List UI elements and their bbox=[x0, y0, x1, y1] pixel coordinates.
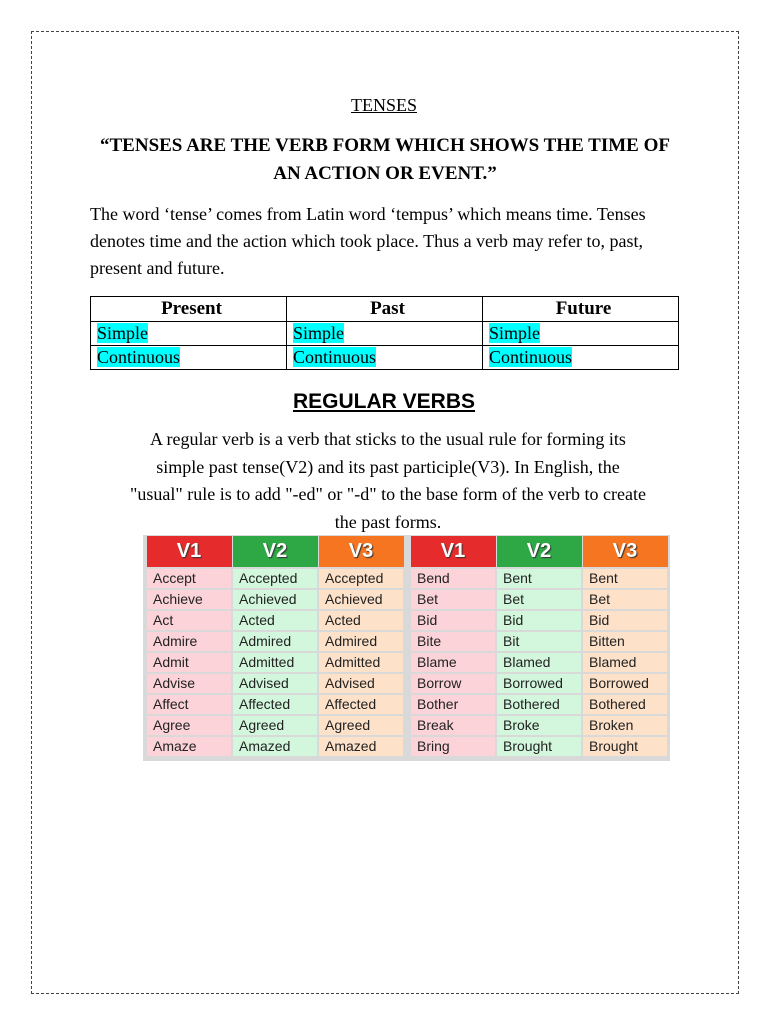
verb-cell-v1: Borrow bbox=[410, 673, 496, 694]
verb-cell-v2: Admitted bbox=[232, 652, 318, 673]
verb-row bbox=[146, 736, 404, 757]
header-past: Past bbox=[287, 297, 483, 322]
verb-cell-v2: Brought bbox=[496, 736, 582, 757]
highlighted-text: Continuous bbox=[97, 347, 181, 367]
verb-cell-v1: Bend bbox=[410, 568, 496, 589]
verb-row bbox=[146, 694, 404, 715]
verb-cell-v3: Admitted bbox=[318, 652, 404, 673]
table-cell bbox=[287, 346, 483, 370]
verb-table-right bbox=[409, 535, 669, 758]
verb-cell-v1: Agree bbox=[146, 715, 232, 736]
header-present: Present bbox=[91, 297, 287, 322]
table-row bbox=[91, 346, 679, 370]
verb-cell-v1: Admire bbox=[146, 631, 232, 652]
verb-row bbox=[146, 589, 404, 610]
verb-row bbox=[410, 673, 668, 694]
tenses-header-row bbox=[91, 297, 679, 322]
verb-forms-image bbox=[143, 535, 670, 761]
verb-cell-v3: Bitten bbox=[582, 631, 668, 652]
highlighted-text: Simple bbox=[293, 323, 345, 343]
tense-definition: “TENSES ARE THE VERB FORM WHICH SHOWS THE TIME OF AN ACTION OR EVENT.” bbox=[100, 135, 670, 184]
verb-cell-v3: Bid bbox=[582, 610, 668, 631]
verb-row bbox=[146, 673, 404, 694]
verb-cell-v2: Accepted bbox=[232, 568, 318, 589]
verb-row bbox=[146, 715, 404, 736]
v3-header: V3 bbox=[582, 536, 668, 569]
verb-row bbox=[410, 631, 668, 652]
verb-cell-v3: Advised bbox=[318, 673, 404, 694]
regular-verbs-definition: A regular verb is a verb that sticks to the usual rule for forming its simple past tense(V2) and its past participle(V3). In English, the "usual" rule is to add "-ed" or "-d" to the base form of the verb to create the past forms. bbox=[130, 429, 646, 532]
verb-cell-v2: Amazed bbox=[232, 736, 318, 757]
verb-cell-v2: Bet bbox=[496, 589, 582, 610]
table-cell bbox=[483, 322, 679, 346]
header-future: Future bbox=[483, 297, 679, 322]
verb-cell-v3: Agreed bbox=[318, 715, 404, 736]
verb-cell-v3: Blamed bbox=[582, 652, 668, 673]
regular-verbs-heading: REGULAR VERBS bbox=[292, 390, 476, 413]
verb-cell-v1: Bite bbox=[410, 631, 496, 652]
verb-header-row bbox=[146, 536, 404, 569]
highlighted-text: Continuous bbox=[489, 347, 573, 367]
verb-row bbox=[410, 715, 668, 736]
v3-header: V3 bbox=[318, 536, 404, 569]
verb-cell-v3: Borrowed bbox=[582, 673, 668, 694]
verb-cell-v2: Bent bbox=[496, 568, 582, 589]
verb-cell-v1: Bring bbox=[410, 736, 496, 757]
verb-row bbox=[146, 652, 404, 673]
table-row bbox=[91, 322, 679, 346]
verb-cell-v3: Affected bbox=[318, 694, 404, 715]
verb-row bbox=[410, 652, 668, 673]
verb-cell-v1: Bid bbox=[410, 610, 496, 631]
highlighted-text: Simple bbox=[97, 323, 149, 343]
verb-cell-v3: Bothered bbox=[582, 694, 668, 715]
verb-cell-v3: Admired bbox=[318, 631, 404, 652]
verb-cell-v3: Achieved bbox=[318, 589, 404, 610]
verb-cell-v1: Bother bbox=[410, 694, 496, 715]
verb-cell-v2: Bit bbox=[496, 631, 582, 652]
verb-row bbox=[146, 610, 404, 631]
verb-row bbox=[146, 568, 404, 589]
table-cell bbox=[91, 346, 287, 370]
verb-cell-v1: Advise bbox=[146, 673, 232, 694]
verb-cell-v2: Bid bbox=[496, 610, 582, 631]
verb-cell-v2: Broke bbox=[496, 715, 582, 736]
verb-cell-v2: Advised bbox=[232, 673, 318, 694]
table-cell bbox=[483, 346, 679, 370]
verb-cell-v2: Admired bbox=[232, 631, 318, 652]
verb-cell-v1: Blame bbox=[410, 652, 496, 673]
verb-cell-v3: Accepted bbox=[318, 568, 404, 589]
verb-cell-v2: Bothered bbox=[496, 694, 582, 715]
verb-cell-v2: Achieved bbox=[232, 589, 318, 610]
verb-cell-v2: Borrowed bbox=[496, 673, 582, 694]
verb-cell-v2: Blamed bbox=[496, 652, 582, 673]
tenses-table bbox=[90, 296, 679, 370]
verb-cell-v1: Accept bbox=[146, 568, 232, 589]
verb-row bbox=[410, 736, 668, 757]
verb-cell-v3: Bent bbox=[582, 568, 668, 589]
verb-cell-v3: Acted bbox=[318, 610, 404, 631]
verb-cell-v1: Achieve bbox=[146, 589, 232, 610]
v2-header: V2 bbox=[496, 536, 582, 569]
page-title: TENSES bbox=[350, 95, 417, 115]
intro-paragraph: The word ‘tense’ comes from Latin word ‘tempus’ which means time. Tenses denotes time and the action which took place. Thus a verb may refer to, past, present and future. bbox=[90, 204, 646, 278]
verb-cell-v1: Act bbox=[146, 610, 232, 631]
verb-table-left bbox=[145, 535, 405, 758]
verb-row bbox=[410, 610, 668, 631]
verb-cell-v1: Admit bbox=[146, 652, 232, 673]
verb-cell-v2: Affected bbox=[232, 694, 318, 715]
verb-cell-v3: Brought bbox=[582, 736, 668, 757]
v1-header: V1 bbox=[410, 536, 496, 569]
verb-header-row bbox=[410, 536, 668, 569]
verb-row bbox=[410, 694, 668, 715]
table-cell bbox=[91, 322, 287, 346]
table-cell bbox=[287, 322, 483, 346]
v1-header: V1 bbox=[146, 536, 232, 569]
verb-cell-v1: Bet bbox=[410, 589, 496, 610]
verb-cell-v1: Break bbox=[410, 715, 496, 736]
verb-row bbox=[410, 589, 668, 610]
verb-cell-v2: Acted bbox=[232, 610, 318, 631]
highlighted-text: Continuous bbox=[293, 347, 377, 367]
verb-row bbox=[410, 568, 668, 589]
verb-cell-v3: Amazed bbox=[318, 736, 404, 757]
highlighted-text: Simple bbox=[489, 323, 541, 343]
verb-row bbox=[146, 631, 404, 652]
v2-header: V2 bbox=[232, 536, 318, 569]
verb-cell-v1: Affect bbox=[146, 694, 232, 715]
verb-cell-v3: Broken bbox=[582, 715, 668, 736]
verb-cell-v3: Bet bbox=[582, 589, 668, 610]
verb-cell-v1: Amaze bbox=[146, 736, 232, 757]
verb-cell-v2: Agreed bbox=[232, 715, 318, 736]
